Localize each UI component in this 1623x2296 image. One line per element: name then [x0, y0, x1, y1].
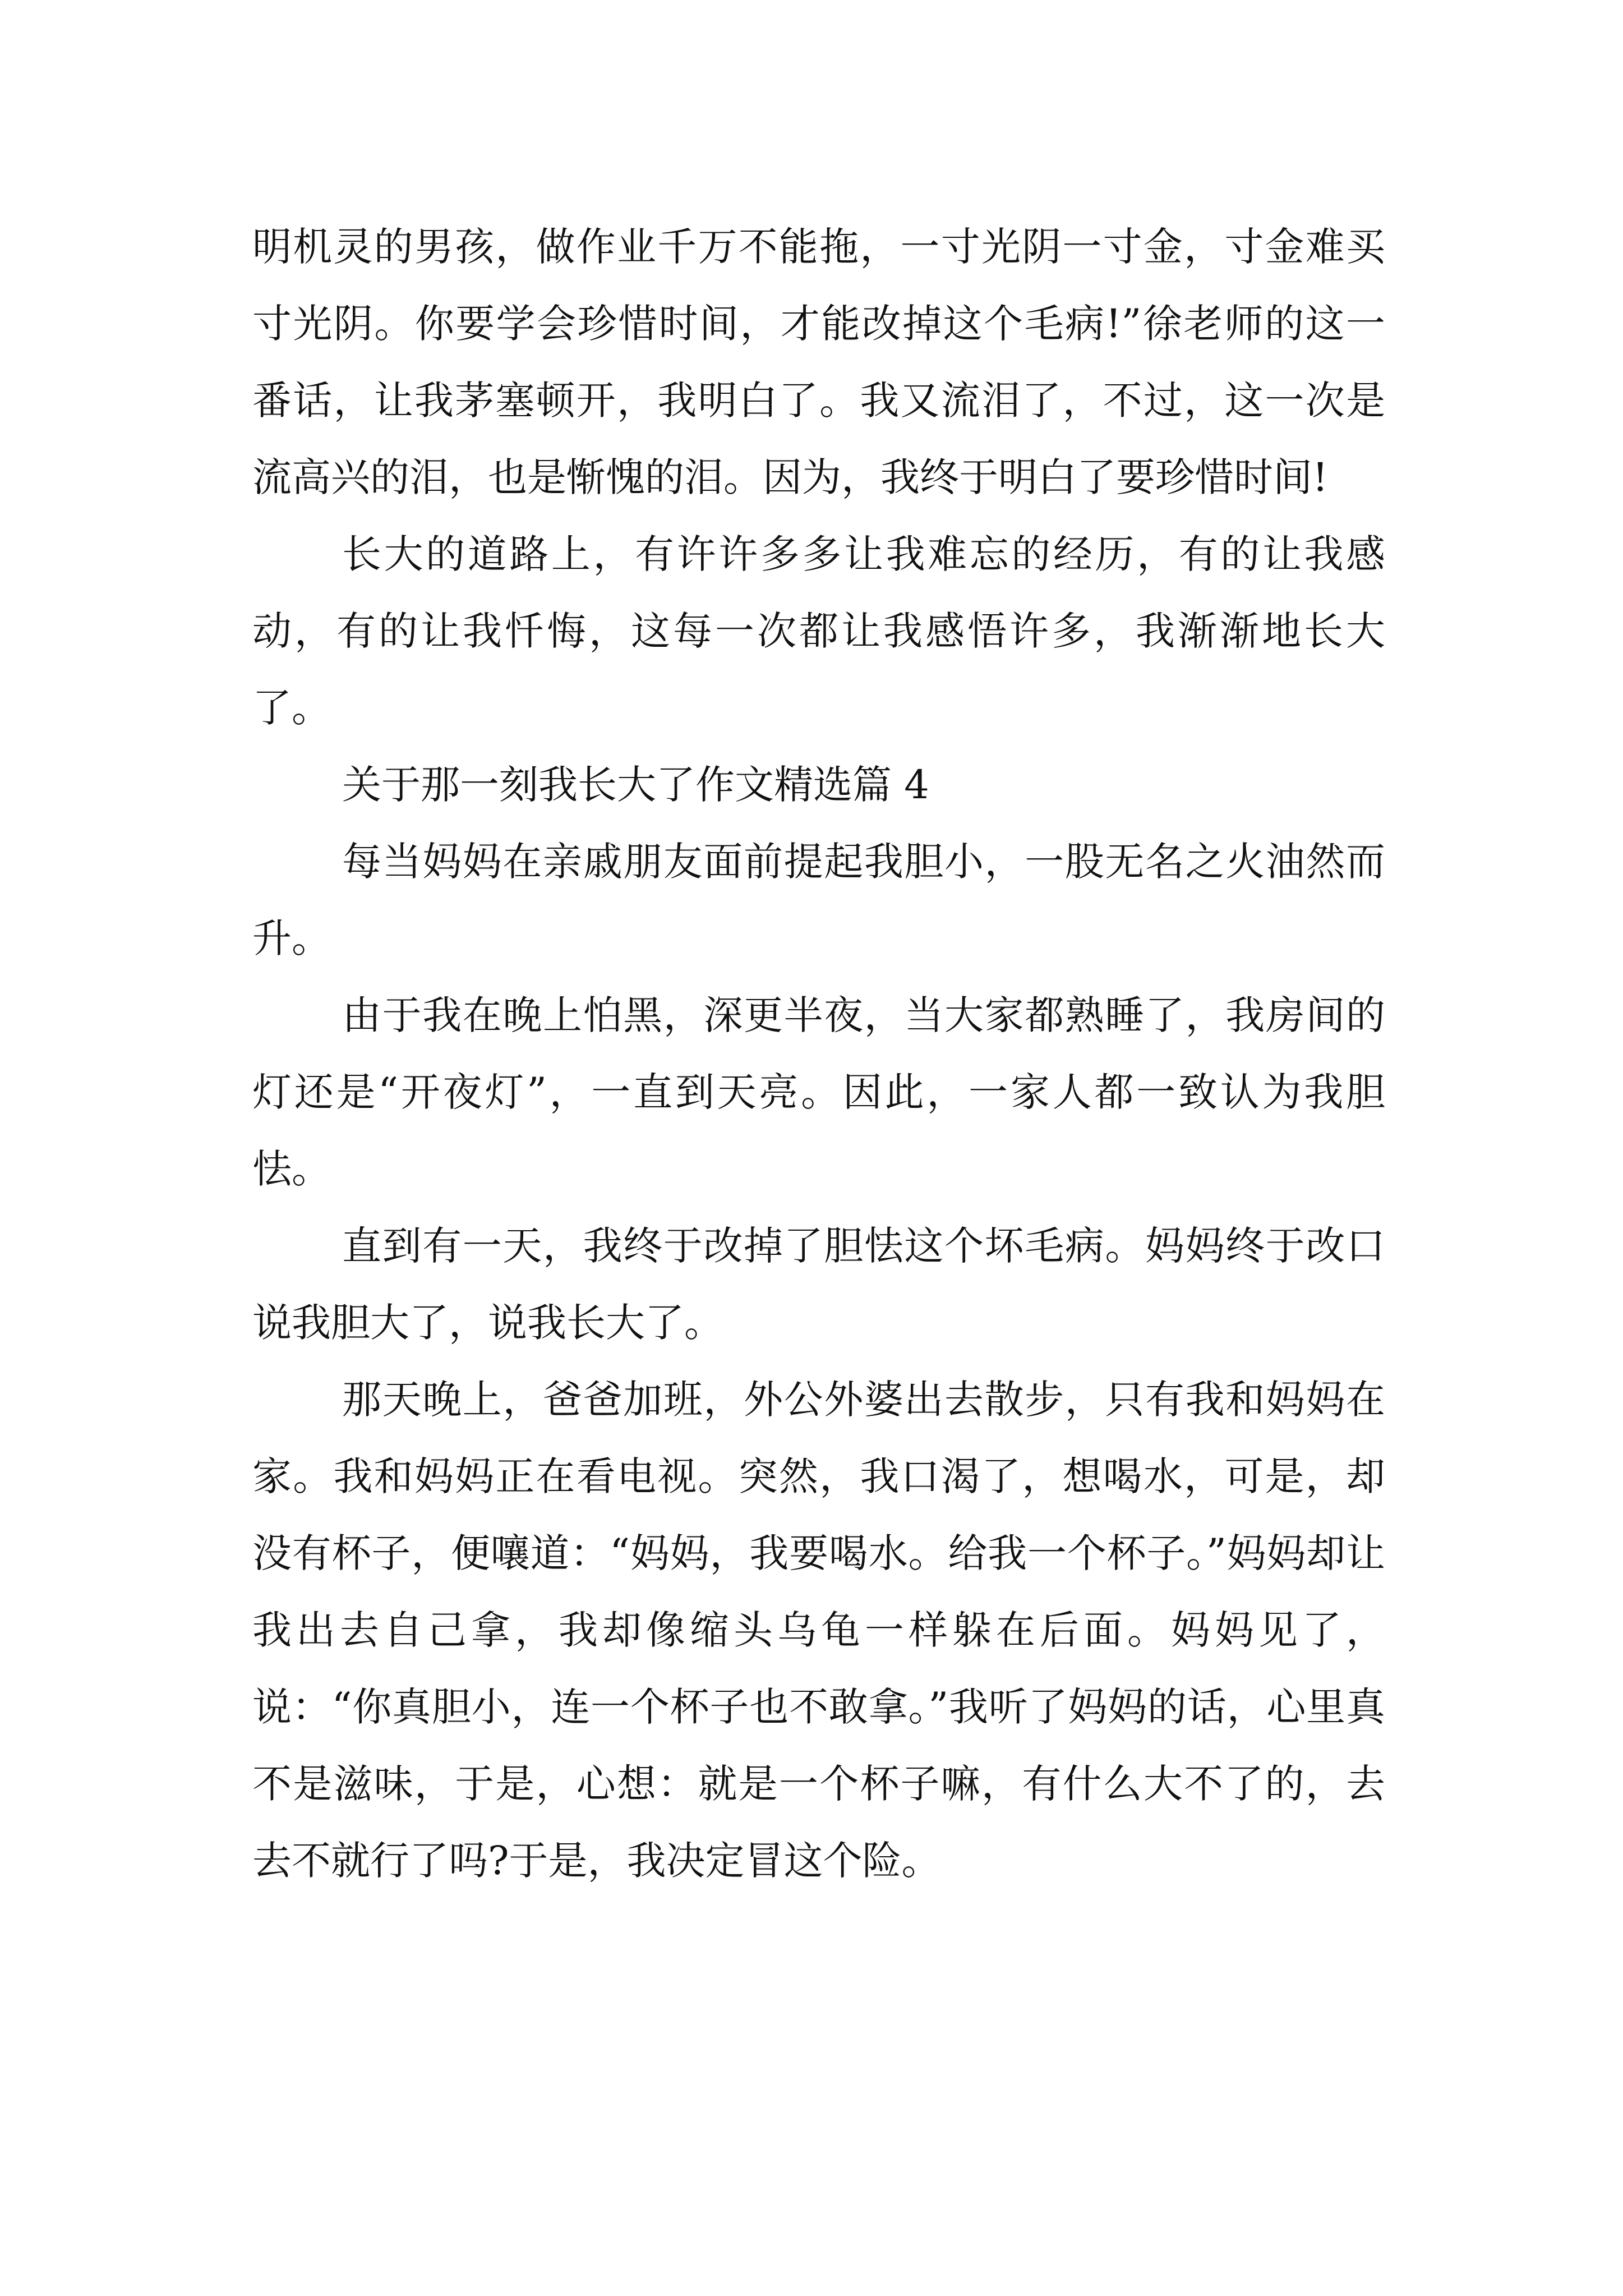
paragraph-5: 直到有一天，我终于改掉了胆怯这个坏毛病。妈妈终于改口说我胆大了，说我长大了。	[252, 1223, 1385, 1346]
paragraph-6: 那天晚上，爸爸加班，外公外婆出去散步，只有我和妈妈在家。我和妈妈正在看电视。突然，我口渴了，想喝水，可是，却没有杯子，便嚷道：“妈妈，我要喝水。给我一个杯子。”妈妈却让我出去自己拿，我却像缩头乌龟一样躲在后面。妈妈见了，说：“你真胆小，连一个杯子也不敢拿。”我听了妈妈的话，心里真不是滋味，于是，心想：就是一个杯子嘛，有什么大不了的，去去不就行了吗?于是，我决定冒这个险。	[252, 1377, 1385, 1884]
paragraph-4: 由于我在晚上怕黑，深更半夜，当大家都熟睡了，我房间的灯还是“开夜灯”，一直到天亮。因此，一家人都一致认为我胆怯。	[252, 992, 1385, 1192]
paragraph-3: 每当妈妈在亲戚朋友面前提起我胆小，一股无名之火油然而升。	[252, 839, 1385, 961]
section-heading: 关于那一刻我长大了作文精选篇 4	[342, 762, 929, 808]
paragraph-2: 长大的道路上，有许许多多让我难忘的经历，有的让我感动，有的让我忏悔，这每一次都让我感悟许多，我渐渐地长大了。	[252, 531, 1385, 731]
paragraph-1: 明机灵的男孩，做作业千万不能拖，一寸光阴一寸金，寸金难买寸光阴。你要学会珍惜时间，才能改掉这个毛病!”徐老师的这一番话，让我茅塞顿开，我明白了。我又流泪了，不过，这一次是流高兴的泪，也是惭愧的泪。因为，我终于明白了要珍惜时间!	[252, 224, 1385, 500]
document-page	[252, 209, 1385, 1899]
